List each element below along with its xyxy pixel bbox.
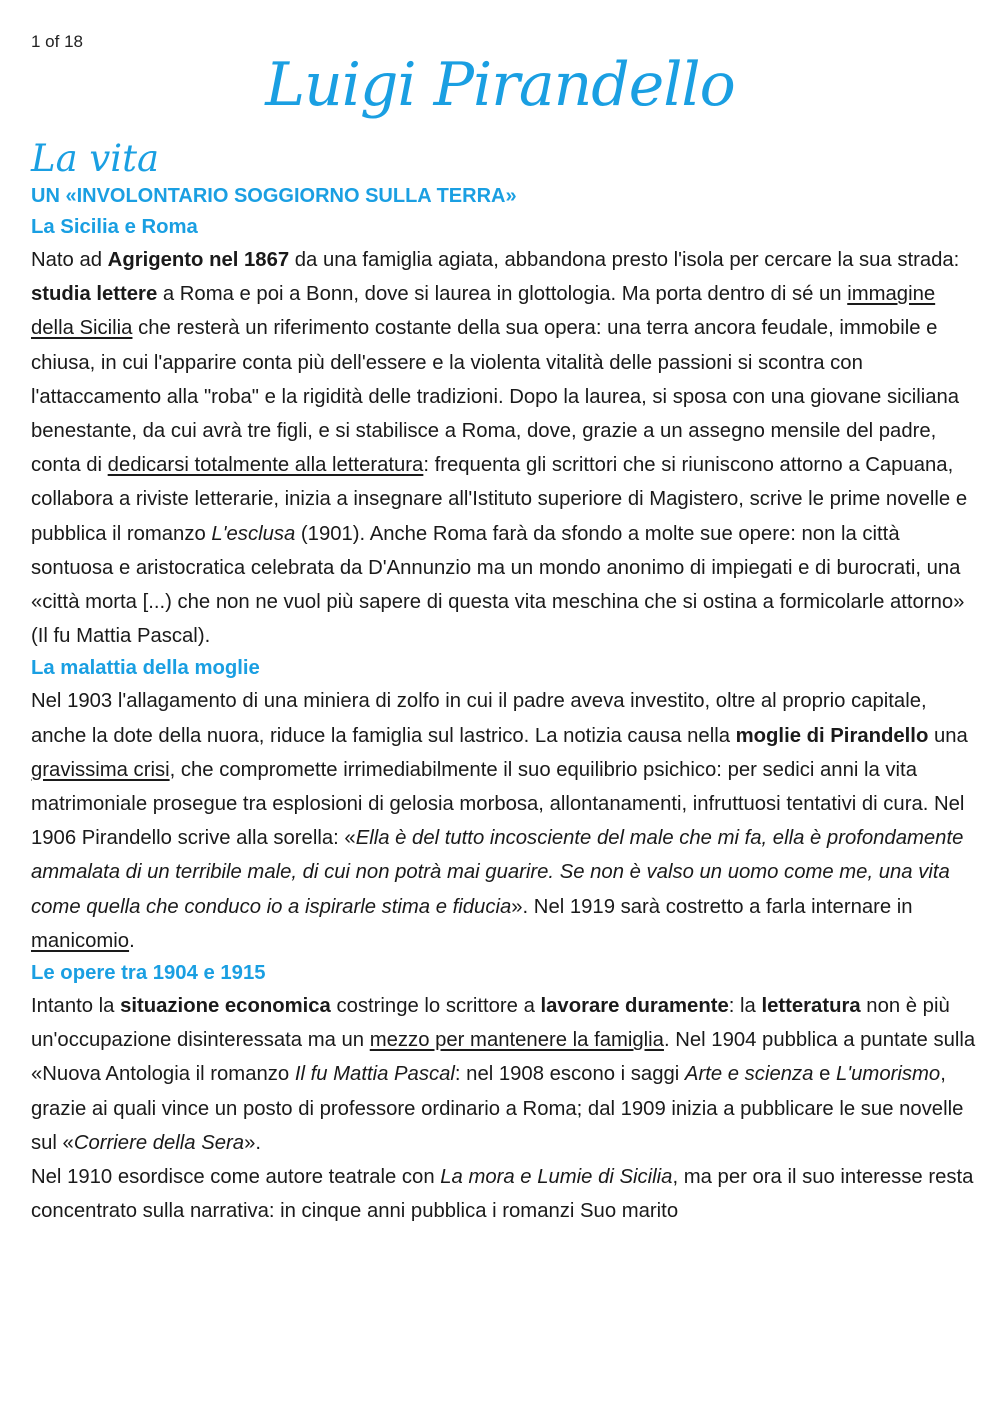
text-run: , grazie ai quali vince un posto di professore ordinario a Roma; dal 1909 inizia a pubblicare le sue novelle sul « [31, 1063, 964, 1154]
text-run: e [813, 1063, 836, 1086]
italic-text: Corriere della Sera [73, 1131, 245, 1154]
page-counter: 1 of 18 [31, 32, 83, 51]
bold-text: letteratura [761, 995, 861, 1018]
text-run: Nato ad [31, 249, 108, 271]
text-run: una [928, 724, 968, 747]
italic-text: L'umorismo [836, 1063, 941, 1086]
text-run: : frequenta gli scrittori che si riuniscono attorno a Capuana, collabora a riviste letterarie, inizia a insegnare all'Istituto superiore di Magistero, scrive le prime novelle e pubblica il romanzo [31, 454, 968, 545]
underlined-text: manicomio [31, 929, 130, 952]
text-run: che resterà un riferimento costante della sua opera: una terra ancora feudale, immobile e chiusa, in cui l'apparire conta più dell'essere e la violenta vitalità delle passioni si scontra con l'attaccamento alla "roba" e la rigidità delle tradizioni. Dopo la laurea, si sposa con una giovane siciliana benestante, da cui avrà tre figli, e si stabilisce a Roma, dove, grazie a un assegno mensile del padre, conta di [31, 317, 960, 477]
paragraph [31, 684, 981, 958]
bold-text: lavorare duramente [540, 995, 729, 1018]
italic-text: Il fu Mattia Pascal [294, 1063, 455, 1086]
underlined-text: dedicarsi totalmente alla letteratura [107, 454, 424, 477]
italic-text: L'esclusa [211, 522, 296, 545]
text-run: costringe lo scrittore a [330, 995, 541, 1018]
subsection-title: La Sicilia e Roma [31, 216, 198, 238]
paragraph [31, 1160, 981, 1228]
text-run: ». [244, 1131, 261, 1154]
text-run: non è più un'occupazione disinteressata ma un [31, 995, 950, 1052]
bold-text: Agrigento nel 1867 [107, 249, 290, 271]
bold-text: situazione economica [120, 995, 331, 1018]
text-run: Intanto la [31, 995, 121, 1018]
text-run: (1901). Anche Roma farà da sfondo a molte sue opere: non la città sontuosa e aristocratica celebrata da D'Annunzio ma un mondo anonimo di impiegati e di burocrati, una «città morta [...) che non ne vuol più sapere di questa vita meschina che si ostina a formicolarle attorno» (Il fu Mattia Pascal). [31, 522, 965, 648]
paragraph [31, 989, 981, 1160]
text-run: Nel 1910 esordisce come autore teatrale con [31, 1166, 441, 1189]
underlined-text: gravissima crisi [31, 758, 170, 781]
text-run: . Nel 1904 pubblica a puntate sulla «Nuova Antologia il romanzo [31, 1029, 976, 1086]
bold-text: moglie di Pirandello [735, 724, 929, 747]
text-run: , ma per ora il suo interesse resta concentrato sulla narrativa: in cinque anni pubblica i romanzi Suo marito [31, 1166, 974, 1223]
text-run: Nel 1903 l'allagamento di una miniera di zolfo in cui il padre aveva investito, oltre al proprio capitale, anche la dote della nuora, riduce la famiglia sul lastrico. La notizia causa nella [31, 690, 927, 747]
underlined-text: immagine della Sicilia [31, 283, 936, 340]
text-run: : nel 1908 escono i saggi [454, 1063, 685, 1086]
document-title: Luigi Pirandello [265, 50, 735, 120]
italic-text: Arte e scienza [684, 1063, 814, 1086]
paragraph [31, 243, 981, 653]
text-run: ». Nel 1919 sarà costretto a farla internare in [511, 895, 913, 918]
subsection-title: La malattia della moglie [31, 657, 260, 680]
text-run: : la [728, 995, 762, 1018]
italic-text: La mora e Lumie di Sicilia [440, 1166, 673, 1189]
underlined-text: mezzo per mantenere la famiglia [369, 1029, 664, 1052]
document-body [31, 136, 981, 1228]
chapter-title: UN «INVOLONTARIO SOGGIORNO SULLA TERRA» [31, 185, 517, 207]
subsection-title: Le opere tra 1904 e 1915 [31, 962, 266, 985]
text-run: da una famiglia agiata, abbandona presto l'isola per cercare la sua strada: [289, 249, 960, 271]
bold-text: studia lettere [31, 283, 158, 306]
text-run: . [129, 929, 135, 952]
text-run: a Roma e poi a Bonn, dove si laurea in glottologia. Ma porta dentro di sé un [157, 283, 848, 306]
italic-quote: Ella è del tutto incosciente del male che mi fa, ella è profondamente ammalata di un terribile male, di cui non potrà mai guarire. Se non è valso un uomo come me, una vita come quella che conduco io a ispirarle stima e fiducia [31, 827, 964, 918]
section-title: La vita [31, 137, 160, 180]
text-run: , che compromette irrimediabilmente il suo equilibrio psichico: per sedici anni la vita matrimoniale prosegue tra esplosioni di gelosia morbosa, allontanamenti, infruttuosi tentativi di cura. Nel 1906 Pirandello scrive alla sorella: « [31, 758, 965, 850]
